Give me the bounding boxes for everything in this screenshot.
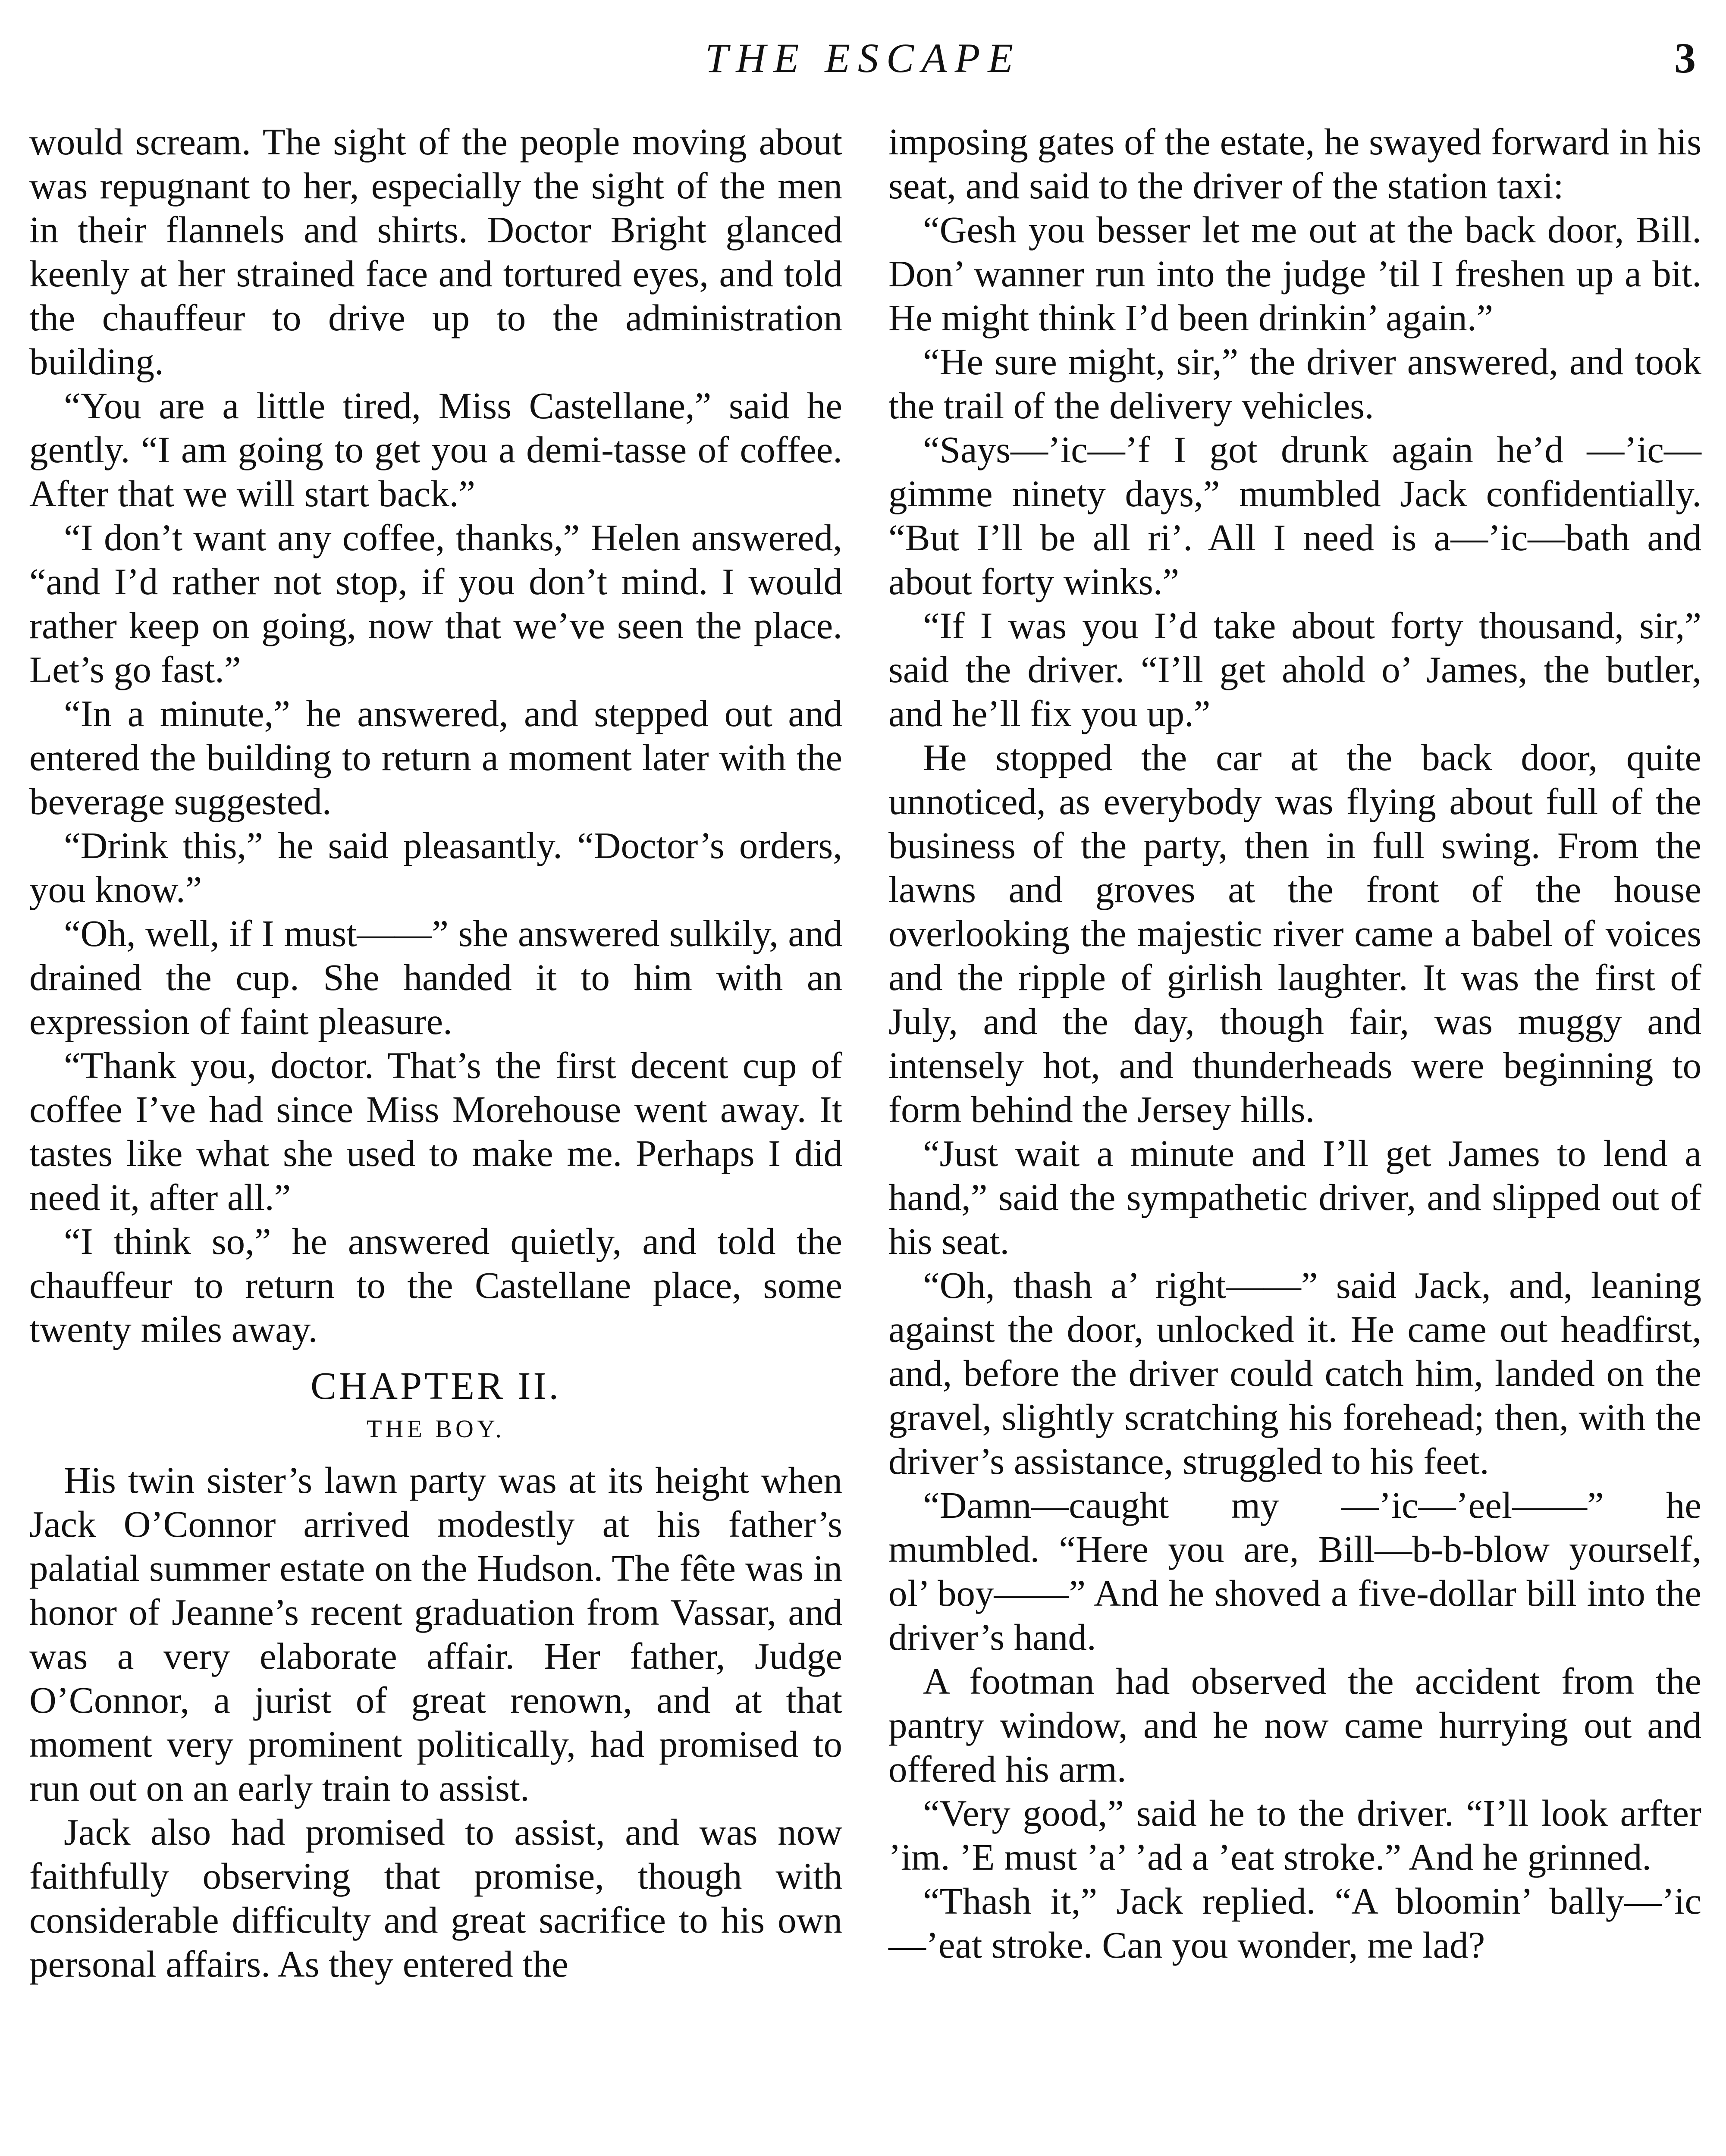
paragraph: “Oh, thash a’ right——” said Jack, and, leaning against the door, unlocked it. He came out headfirst, and, before the driver could catch him, landed on the gravel, slightly scratching his forehead; then, with the driver’s assistance, struggled to his feet. (888, 1264, 1701, 1482)
paragraph: “I think so,” he answered quietly, and told the chauffeur to return to the Castellane place, some twenty miles away. (29, 1220, 842, 1350)
paragraph: “Gesh you besser let me out at the back door, Bill. Don’ wanner run into the judge ’til I freshen up a bit. He might think I’d been drinkin’ again.” (888, 209, 1701, 338)
paragraph: “Very good,” said he to the driver. “I’ll look arfter ’im. ’E must ’a’ ’ad a ’eat stroke.” And he grinned. (888, 1792, 1701, 1878)
paragraph: imposing gates of the estate, he swayed forward in his seat, and said to the driver of the station taxi: (888, 121, 1701, 207)
chapter-subtitle: THE BOY. (367, 1415, 505, 1443)
paragraph: “Just wait a minute and I’ll get James to lend a hand,” said the sympathetic driver, and slipped out of his seat. (888, 1132, 1701, 1262)
running-title: THE ESCAPE (705, 35, 1021, 81)
paragraph: “Thank you, doctor. That’s the first decent cup of coffee I’ve had since Miss Morehouse went away. It tastes like what she used to make me. Perhaps I did need it, after all.” (29, 1044, 842, 1218)
page-header (0, 26, 1726, 91)
left-column (29, 120, 842, 1986)
paragraph: “Damn—caught my —’ic—’eel——” he mumbled. “Here you are, Bill—b-b-blow yourself, ol’ boy——” And he shoved a five-dollar bill into the driver’s hand. (888, 1484, 1701, 1658)
chapter-heading: CHAPTER II. (311, 1365, 561, 1407)
paragraph: “Says—’ic—’f I got drunk again he’d —’ic—gimme ninety days,” mumbled Jack confidentially. “But I’ll be all ri’. All I need is a—’ic—bath and about forty winks.” (888, 429, 1701, 602)
paragraph: “In a minute,” he answered, and stepped out and entered the building to return a moment later with the beverage suggested. (29, 693, 842, 822)
paragraph: He stopped the car at the back door, quite unnoticed, as everybody was flying about full of the business of the party, then in full swing. From the lawns and groves at the front of the house overlooking the majestic river came a babel of voices and the ripple of girlish laughter. It was the first of July, and the day, though fair, was muggy and intensely hot, and thunderheads were beginning to form behind the Jersey hills. (888, 736, 1701, 1130)
paragraph: A footman had observed the accident from the pantry window, and he now came hurrying out and offered his arm. (888, 1660, 1701, 1790)
paragraph: His twin sister’s lawn party was at its height when Jack O’Connor arrived modestly at his father’s palatial summer estate on the Hudson. The fête was in honor of Jeanne’s recent graduation from Vassar, and was a very elaborate affair. Her father, Judge O’Connor, a jurist of great renown, and at that moment very prominent politically, had promised to run out on an early train to assist. (29, 1459, 842, 1809)
paragraph: “He sure might, sir,” the driver answered, and took the trail of the delivery vehicles. (888, 341, 1701, 426)
right-column (888, 120, 1701, 1967)
paragraph: “Oh, well, if I must——” she answered sulkily, and drained the cup. She handed it to him with an expression of faint pleasure. (29, 912, 842, 1042)
paragraph: “Thash it,” Jack replied. “A bloomin’ bally—’ic—’eat stroke. Can you wonder, me lad? (888, 1880, 1701, 1966)
paragraph: Jack also had promised to assist, and was now faithfully observing that promise, though with considerable difficulty and great sacrifice to his own personal affairs. As they entered the (29, 1811, 842, 1985)
paragraph: “Drink this,” he said pleasantly. “Doctor’s orders, you know.” (29, 824, 842, 910)
paragraph: “You are a little tired, Miss Castellane,” said he gently. “I am going to get you a demi-tasse of coffee. After that we will start back.” (29, 385, 842, 514)
paragraph: “I don’t want any coffee, thanks,” Helen answered, “and I’d rather not stop, if you don’t mind. I would rather keep on going, now that we’ve seen the place. Let’s go fast.” (29, 517, 842, 690)
paragraph: “If I was you I’d take about forty thousand, sir,” said the driver. “I’ll get ahold o’ James, the butler, and he’ll fix you up.” (888, 605, 1701, 734)
paragraph: would scream. The sight of the people moving about was repugnant to her, especially the sight of the men in their flannels and shirts. Doctor Bright glanced keenly at her strained face and tortured eyes, and told the chauffeur to drive up to the administration building. (29, 121, 842, 382)
page-number: 3 (1674, 34, 1696, 82)
